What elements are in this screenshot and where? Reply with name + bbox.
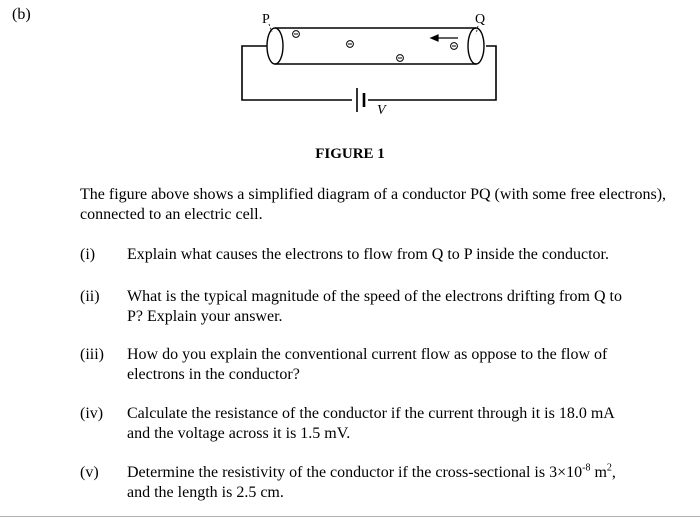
part-label: (b): [12, 6, 31, 23]
question-text: Explain what causes the electrons to flow from Q to P inside the conductor.: [127, 246, 609, 263]
drift-arrow: [431, 35, 458, 41]
question-number: (iii): [80, 346, 104, 363]
label-p: P: [262, 12, 270, 27]
question-text: Calculate the resistance of the conductor if the current through it is 18.0 mA and the voltage across it is 1.5 mV.: [127, 405, 615, 442]
question-text: Determine the resistivity of the conductor if the cross-sectional is $3\times 10^{-8}$ $m^2$, and the length is 2.5 cm.: [127, 462, 616, 501]
label-v: V: [377, 103, 386, 118]
intro-paragraph: The figure above shows a simplified diagram of a conductor PQ (with some free electrons), connected to an electric cell.: [80, 186, 667, 223]
conductor-circuit-diagram: [230, 8, 520, 126]
figure-caption: FIGURE 1: [315, 146, 385, 162]
right-wire: [368, 46, 496, 100]
label-q: Q: [475, 12, 486, 27]
question-number: (ii): [80, 288, 100, 305]
question-number: (i): [80, 246, 96, 263]
left-wire: [242, 46, 352, 100]
question-number: (iv): [80, 405, 104, 422]
question-text: How do you explain the conventional current flow as oppose to the flow of electrons in the conductor?: [127, 346, 608, 383]
bottom-rule: [0, 516, 700, 517]
q-leader-line: [476, 26, 478, 34]
electrons: [293, 31, 458, 62]
question-number: (v): [80, 464, 99, 481]
question-text: What is the typical magnitude of the speed of the electrons drifting from Q to P? Explain your answer.: [127, 288, 622, 325]
